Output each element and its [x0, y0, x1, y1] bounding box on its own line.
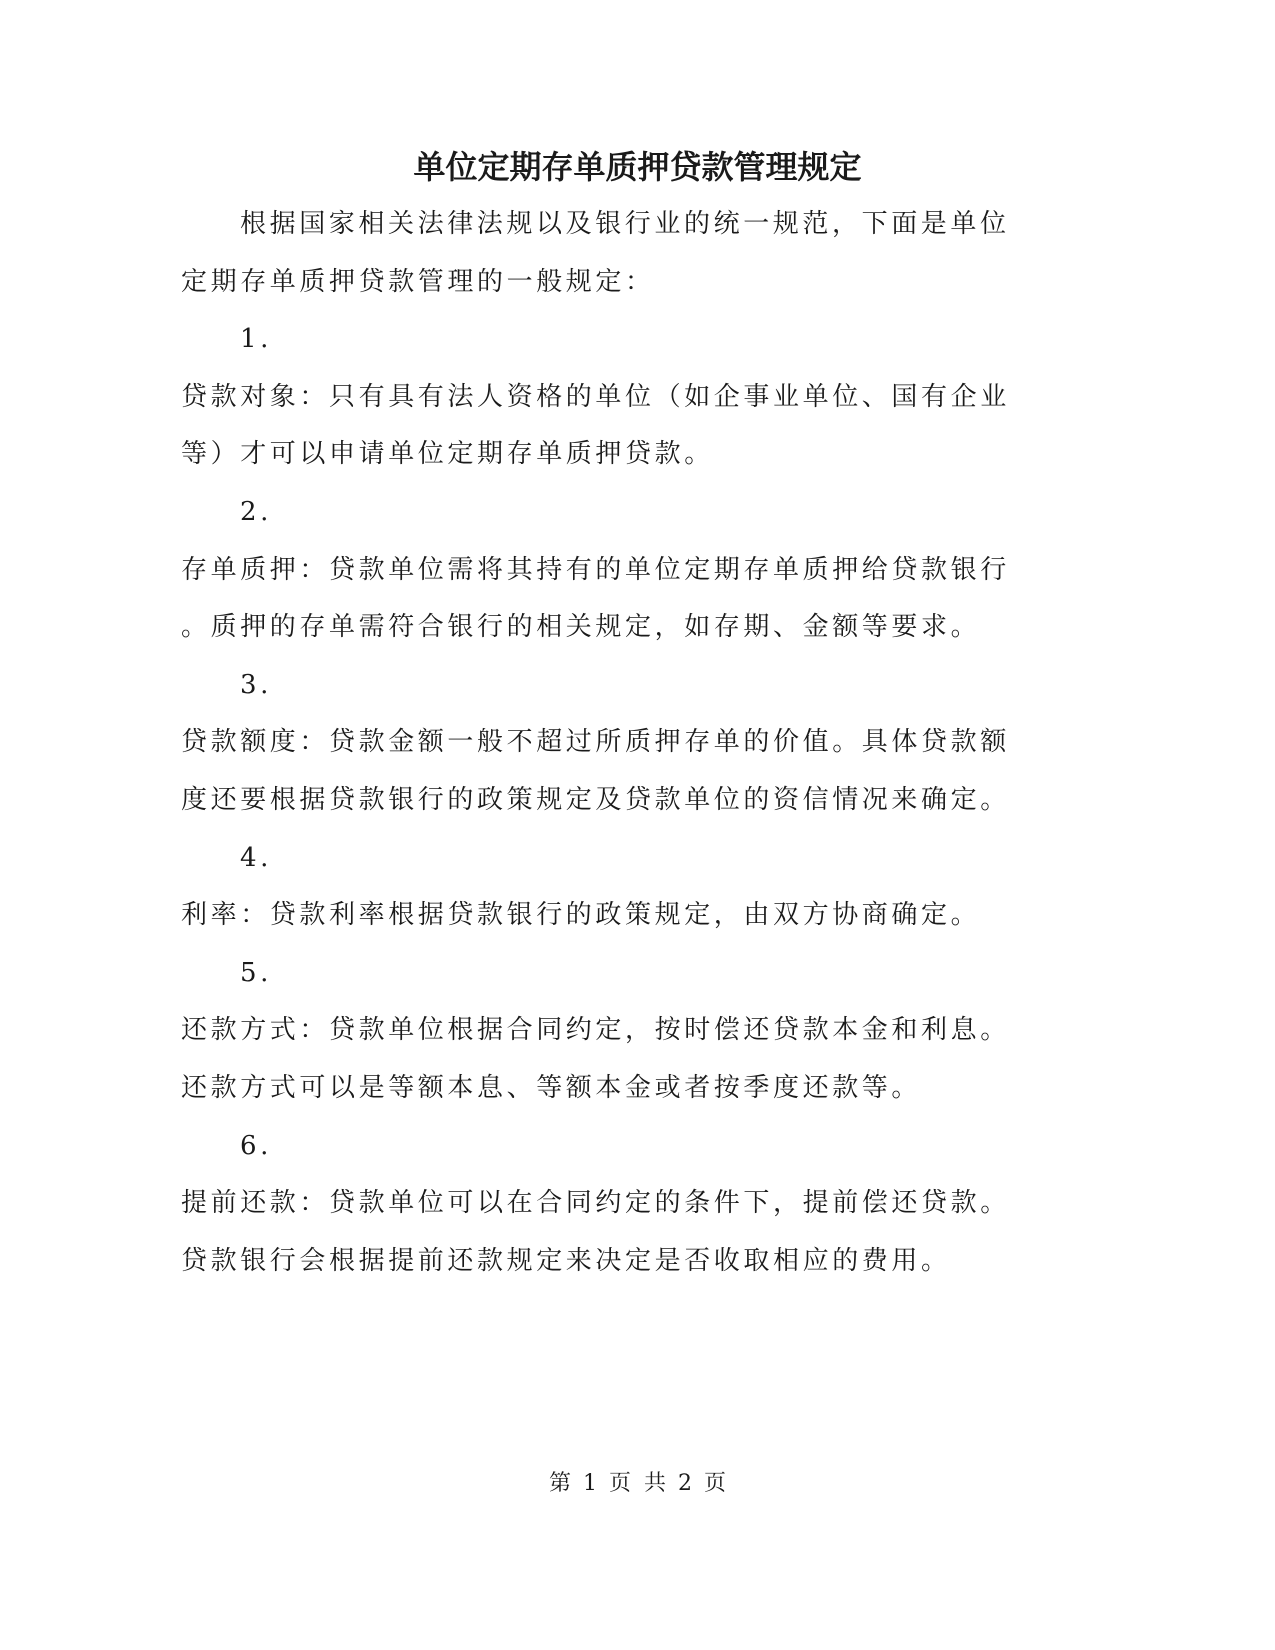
item-text: 。质押的存单需符合银行的相关规定，如存期、金额等要求。 — [181, 612, 981, 643]
item-text: 存单质押：贷款单位需将其持有的单位定期存单质押给贷款银行 — [181, 554, 1010, 585]
footer-mid: 页 共 — [609, 1471, 666, 1496]
intro-line: 根据国家相关法律法规以及银行业的统一规范，下面是单位 — [240, 209, 1010, 239]
item-text: 等）才可以申请单位定期存单质押贷款。 — [181, 439, 714, 470]
document-body — [181, 196, 1041, 1290]
intro-line: 定期存单质押贷款管理的一般规定： — [181, 266, 655, 297]
item-number: 5. — [240, 957, 273, 988]
current-page: 1 — [583, 1471, 597, 1496]
document-title: 单位定期存单质押贷款管理规定 — [413, 148, 862, 186]
item-text: 贷款对象：只有具有法人资格的单位（如企事业单位、国有企业 — [181, 381, 1010, 412]
footer-prefix: 第 — [548, 1471, 571, 1496]
item-text: 贷款银行会根据提前还款规定来决定是否收取相应的费用。 — [181, 1245, 951, 1276]
item-text: 还款方式：贷款单位根据合同约定，按时偿还贷款本金和利息。 — [181, 1015, 1010, 1046]
page-footer — [0, 1466, 1275, 1497]
item-text: 度还要根据贷款银行的政策规定及贷款单位的资信情况来确定。 — [181, 784, 1010, 815]
item-text: 贷款额度：贷款金额一般不超过所质押存单的价值。具体贷款额 — [181, 727, 1010, 758]
item-text: 利率：贷款利率根据贷款银行的政策规定，由双方协商确定。 — [181, 900, 981, 931]
item-number: 2. — [240, 496, 273, 527]
footer-suffix: 页 — [704, 1471, 727, 1496]
total-pages: 2 — [678, 1471, 692, 1496]
item-text: 提前还款：贷款单位可以在合同约定的条件下，提前偿还贷款。 — [181, 1188, 1010, 1219]
item-number: 4. — [240, 842, 273, 873]
item-number: 3. — [240, 669, 273, 700]
item-number: 6. — [240, 1130, 273, 1161]
item-text: 还款方式可以是等额本息、等额本金或者按季度还款等。 — [181, 1072, 922, 1103]
item-number: 1. — [240, 324, 273, 355]
